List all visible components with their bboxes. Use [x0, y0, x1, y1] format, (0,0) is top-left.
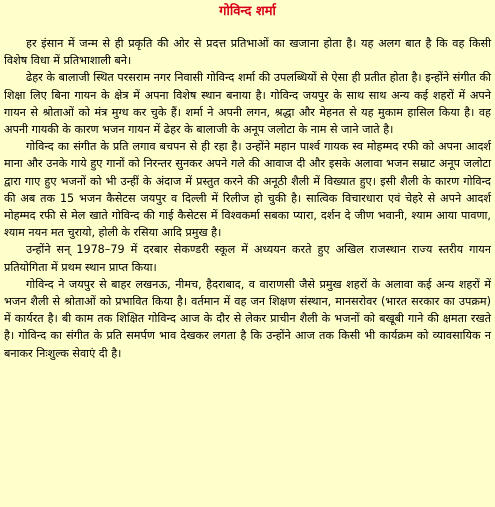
paragraph-achievements: ढेहर के बालाजी स्थित परसराम नगर निवासी गोविन्द शर्मा की उपलब्धियों से ऐसा ही प्रतीत होता है। इन्होंने संगीत की शिक्षा लिए बिना गायन के क्षेत्र में अपना विशेष स्थान बनाया है। गोविन्द जयपुर के साथ साथ अन्य कई शहरों में अपने गायन से श्रोताओं को मंत्र मुग्ध कर चुके हैं। शर्मा ने अपनी लगन, श्रद्धा और मेहनत से यह मुकाम हासिल किया है। वह अपनी गायकी के कारण भजन गायन में ढेहर के बालाजी के अनूप जलोटा के नाम से जाने जाते है। — [4, 71, 491, 137]
paragraph-music-love: गोविन्द का संगीत के प्रति लगाव बचपन से ही रहा है। उन्होंने महान पार्श्व गायक स्व मोहम्मद रफी को अपना आदर्श माना और उनके गाये हुए गानों को निरन्तर सुनकर अपने गले की आवाज दी और इसके अलावा भजन सम्राट अनूप जलोटा द्वारा गाए हुए भजनों को भी उन्हीं के अंदाज में प्रस्तुत करने की अनूठी शैली में विख्यात हुए। इसी शैली के कारण गोविन्द की अब तक 15 भजन कैसेटस जयपुर व दिल्ली में रिलीज हो चुकी है। सात्विक विचारधारा एवं चेहरे से अपने आदर्श मोहम्मद रफी से मेल खाते गोविन्द की गाई कैसेटस में विश्वकर्मा सबका प्यारा, दर्शन दे जीण भवानी, श्याम आया पावणा, श्याम नयन मत चुरायो, होली के रसिया आदि प्रमुख है। — [4, 140, 491, 240]
article-body — [4, 35, 491, 362]
article-title: गोविन्द शर्मा — [219, 4, 276, 19]
paragraph-competition: उन्होंने सन् 1978–79 में दरबार सेकण्डरी स्कूल में अध्ययन करते हुए अखिल राजस्थान राज्य स्तरीय गायन प्रतियोगिता में प्रथम स्थान प्राप्त किया। — [4, 243, 491, 274]
paragraph-performances: गोविन्द ने जयपुर से बाहर लखनऊ, नीमच, हैदराबाद, व वाराणसी जैसे प्रमुख शहरों के अलावा कई अन्य शहरों में भजन शैली से श्रोताओं को प्रभावित किया है। वर्तमान में वह जन शिक्षण संस्थान, मानसरोवर (भारत सरकार का उपक्रम) में कार्यरत है। बी काम तक शिक्षित गोविन्द आज के दौर से लेकर प्राचीन शैली के भजनों को बखूबी गाने की क्षमता रखते है। गोविन्द का संगीत के प्रति समर्पण भाव देखकर लगता है कि उन्होंने आज तक किसी भी कार्यक्रम को व्यावसायिक न बनाकर निःशुल्क सेवाएं दी है। — [4, 277, 491, 360]
paragraph-intro: हर इंसान में जन्म से ही प्रकृति की ओर से प्रदत्त प्रतिभाओं का खजाना होता है। यह अलग बात है कि वह किसी विशेष विधा में प्रतिभाशाली बने। — [4, 37, 491, 68]
